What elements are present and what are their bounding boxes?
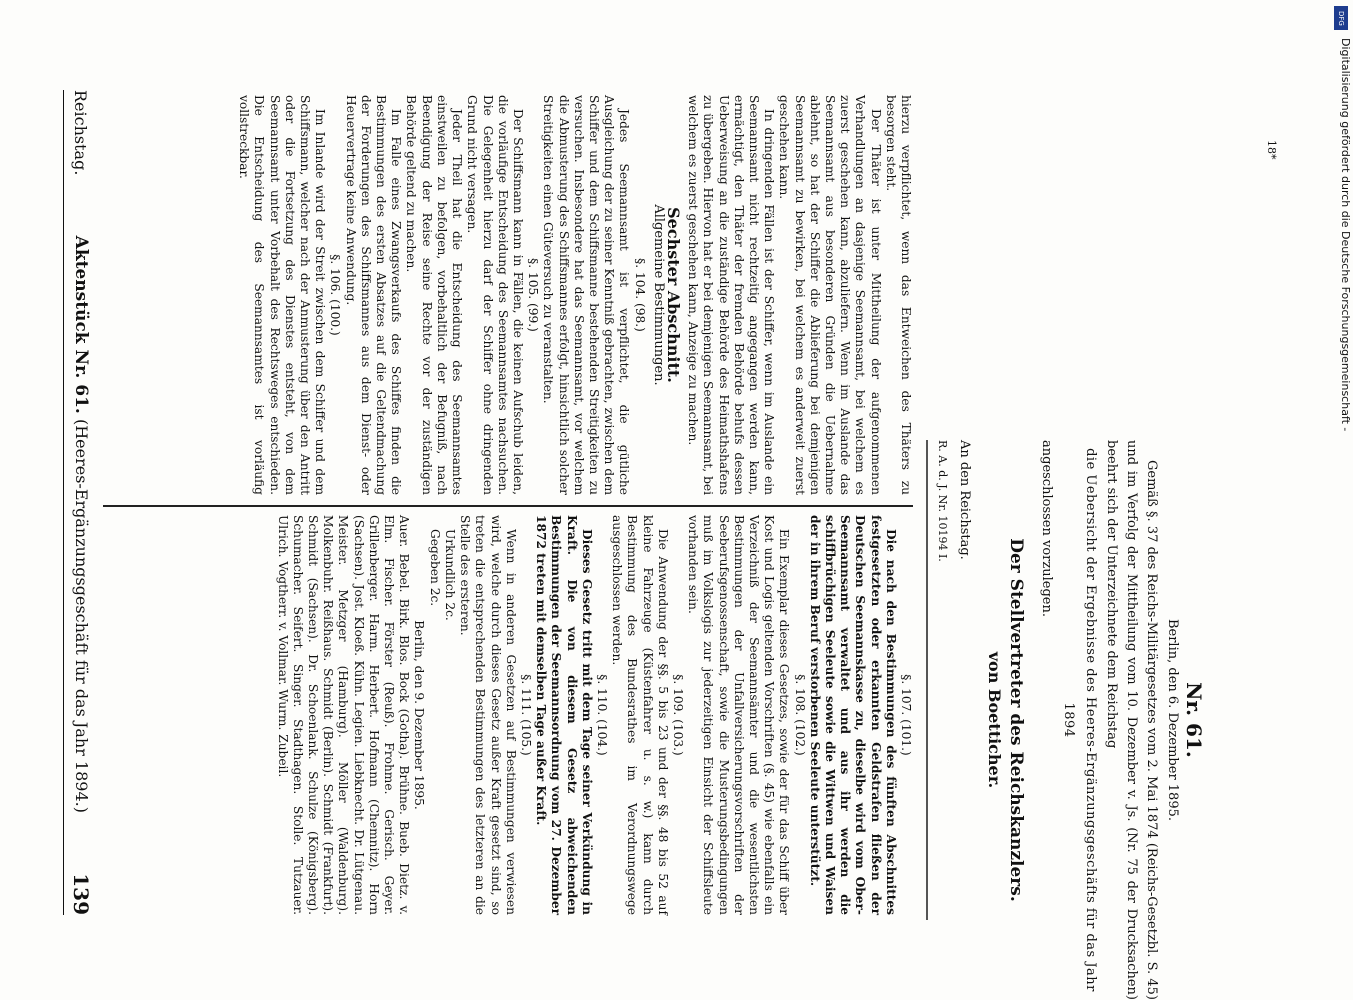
- addressee: An den Reichstag.: [957, 440, 972, 560]
- header-title: (Heeres-Ergänzungsgeschäft für das Jahr 1894.): [72, 418, 91, 813]
- paragraph-heading: §. 110. (104.): [594, 674, 609, 756]
- signature-mark: 18*: [1265, 140, 1278, 160]
- dfg-logo: DFG: [1334, 6, 1348, 30]
- running-header: [63, 90, 98, 915]
- dfg-credit-text: Digitalisierung gefördert durch die Deutsche Forschungsgemeinschaft -: [1339, 38, 1352, 432]
- header-document-number: Aktenstück Nr. 61.: [71, 235, 91, 414]
- signature-name: von Boetticher.: [985, 651, 1004, 789]
- paragraph-heading: §. 109. (103.): [670, 674, 685, 756]
- col2-paragraph: Wenn in anderen Gesetzen auf Bestimmungen verwiesen wird, welche durch dieses Gesetz außer Kraft gesetzt sind, so treten die entsprechenden Bestimmungen des letzteren an die Stelle des ersteren.: [458, 515, 518, 915]
- section-divider: [927, 440, 929, 920]
- col2-paragraph: Ein Exemplar dieses Gesetzes, sowie der für das Schiff über Kost und Logis geltenden Vorschriften (§. 45) wie ebenfalls ein Verzeichniß der Seemannsämter und die wesentlichsten Bestimmungen der Unfallversicherungsvorschriften der Seeberufsgenossenschaft, sowie die Musterungsbedingungen muß im Volkslogis zur jederzeitigen Einsicht der Schiffsleute vorhanden sein.: [686, 515, 792, 915]
- nr61-title: Nr. 61.: [1182, 682, 1206, 758]
- col1-paragraph: Im Falle eines Zwangsverkaufs des Schiffes finden die Bestimmungen des ersten Absatzes auf die Geltendmachung der Forderungen des Schiffsmannes aus dem Dienst- oder Heuervertrage keine Anwendung.: [343, 95, 404, 495]
- column-divider: [103, 505, 913, 507]
- signatories: Auer. Bebel. Birk. Blos. Bock (Gotha). Brühne. Bueb. Dietz. v. Elm. Fischer. Förster (Reuß). Frohme. Gerisch. Geyer. Grillenberger. Harm. Herbert. Hofmann (Chemnitz). Horn (Sachsen). Jost. Kloeß. Kühn. Legien. Liebknecht. Dr. Lütgenau. Meister. Metzger (Hamburg). Möller (Waldenburg). Molkenbuhr. Reißhaus. Schmidt (Berlin). Schmidt (Frankfurt). Schmidt (Sachsen). Dr. Schoenlank. Schulze (Königsberg). Schumacher. Seifert. Singer. Stadthagen. Stolle. Tutzauer. Ulrich. Vogtherr. v. Vollmar. Wurm. Zubeil.: [275, 515, 412, 915]
- col1-paragraph: Im Inlande wird der Streit zwischen dem Schiffer und dem Schiffsmann, welcher nach der Anmusterung über den Antritt oder die Fortsetzung des Dienstes entsteht, von dem Seemannsamt unter Vorbehalt des Rechtsweges entschieden. Die Entscheidung des Seemannsamtes ist vorläufig vollstreckbar.: [237, 95, 328, 495]
- dfg-credit: [1339, 8, 1352, 431]
- paragraph-heading: §. 107. (101.): [899, 674, 913, 756]
- nr61-date: Berlin, den 6. Dezember 1895.: [1165, 618, 1180, 822]
- signature-title: Der Stellvertreter des Reichskanzlers.: [1006, 538, 1026, 902]
- file-reference: R. A. d. J. Nr. 10194 I.: [936, 440, 949, 562]
- paragraph-heading: §. 104. (98.): [632, 258, 647, 332]
- col1-paragraph: Der Thäter ist unter Mittheilung der aufgenommenen Verhandlungen an dasjenige Seemannsamt, bei welchem es zuerst geschehen kann, abzuliefern. Wenn im Auslande das Seemannsamt aus besonderen Gründen die Uebernahme ablehnt, so hat der Schiffer die Ablieferung bei demjenigen Seemannsamt zu bewirken, bei welchem es anderweit zuerst geschehen kann.: [777, 95, 883, 495]
- col1-paragraph: hierzu verpflichtet, wenn das Entweichen des Thäters zu besorgen steht.: [883, 95, 913, 495]
- col1-paragraph: Jedes Seemannsamt ist verpflichtet, die gütliche Ausgleichung der zu seiner Kenntniß gebrachten, zwischen dem Schiffer und dem Schiffsmanne bestehenden Streitigkeiten zu versuchen. Insbesondere hat das Seemannsamt, vor welchem die Abmusterung des Schiffsmannes erfolgt, hinsichtlich solcher Streitigkeiten einen Güteversuch zu veranstalten.: [541, 95, 632, 495]
- paragraph-heading: §. 106. (100.): [328, 254, 343, 336]
- col1-paragraph: In dringenden Fällen ist der Schiffer, wenn im Auslande ein Seemannsamt nicht rechtzeitig angegangen werden kann, ermächtigt, den Thäter der fremden Behörde behufs dessen Ueberweisung an die zuständige Behörde des Heimathshafens zu übergeben. Hiervon hat er bei demjenigen Seemannsamt, bei welchem es zuerst geschehen kann, Anzeige zu machen.: [686, 95, 777, 495]
- col2-paragraph: Die Anwendung der §§. 5 bis 23 und der §§. 48 bis 52 auf kleine Fahrzeuge (Küstenfahrer u. s. w.) kann durch Bestimmung des Bundesrathes im Verordnungswege ausgeschlossen werden.: [610, 515, 670, 915]
- section-subtitle: Allgemeine Bestimmungen.: [650, 204, 666, 386]
- col1-paragraph: Der Schiffsmann kann in Fällen, die keinen Aufschub leiden, die vorläufige Entscheidung des Seemannsamtes nachsuchen. Die Gelegenheit hierzu darf der Schiffer ohne dringenden Grund nicht versagen.: [465, 95, 525, 495]
- nr61-text-spaced: die Uebersicht der Ergebnisse des Heeres-Ergänzungsgeschäfts für das Jahr 1894: [1061, 448, 1098, 992]
- header-center: [71, 236, 91, 813]
- col2-closing: Gegeben 2c.: [427, 529, 442, 607]
- col2-paragraph: Die nach den Bestimmungen des fünften Abschnittes festgesetzten oder erkannten Geldstrafen fließen der Deutschen Seemannskasse zu, dieselbe wird vom Ober-Seemannsamt verwaltet und aus ihr werden die schiffbrüchigen Seeleute sowie die Wittwen und Waisen der in ihrem Beruf verstorbenen Seeleute unterstützt.: [807, 515, 898, 915]
- paragraph-heading: §. 108. (102.): [792, 674, 807, 756]
- nr61-text: Gemäß §. 37 des Reichs-Militärgesetzes vom 2. Mai 1874 (Reichs-Gesetzbl. S. 45) und im Verfolg der Mittheilung vom 10. Dezember v. Js. (Nr. 75 der Drucksachen) beehrt sich der Unterzeichnete dem Reichstag: [1104, 440, 1159, 1000]
- col2-date: Berlin, den 9. Dezember 1895.: [412, 620, 427, 810]
- paragraph-heading: §. 105. (99.): [526, 258, 541, 332]
- nr61-text: angeschlossen vorzulegen.: [1039, 440, 1054, 617]
- paragraph-heading: §. 111. (105.): [518, 674, 533, 756]
- section-title: Sechster Abschnitt.: [663, 207, 683, 383]
- col2-closing: Urkundlich 2c.: [442, 529, 457, 621]
- column-1: [236, 95, 913, 495]
- header-left: Reichstag.: [71, 90, 91, 176]
- page-number: 139: [69, 873, 93, 915]
- col2-paragraph: Dieses Gesetz tritt mit dem Tage seiner Verkündung in Kraft. Die von diesem Gesetz abweichenden Bestimmungen der Seemannsordnung vom 27. Dezember 1872 treten mit demselben Tage außer Kraft.: [534, 515, 594, 915]
- column-2: [274, 515, 913, 915]
- col1-paragraph: Jeder Theil hat die Entscheidung des Seemannsamtes einstweilen zu befolgen, vorbehaltlich der Befugniß, nach Beendigung der Reise seine Rechte vor der zuständigen Behörde geltend zu machen.: [404, 95, 465, 495]
